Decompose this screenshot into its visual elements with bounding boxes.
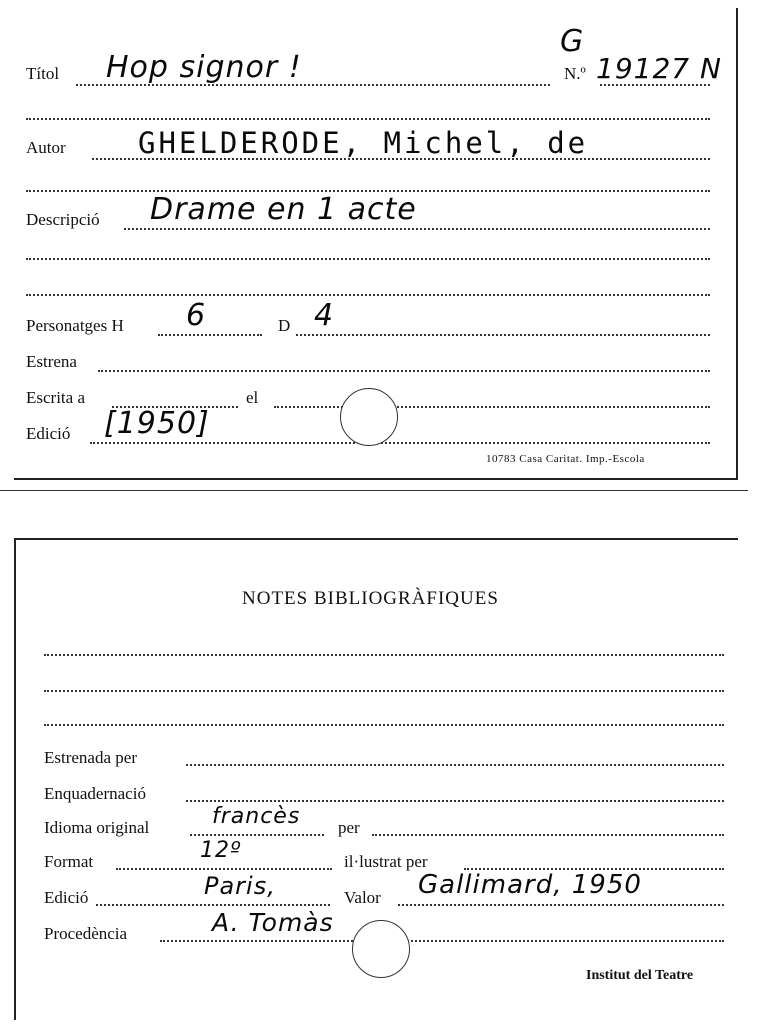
format-value: 12º xyxy=(200,838,242,863)
idioma-label: Idioma original xyxy=(44,818,150,837)
edicio-line xyxy=(90,442,710,444)
per-label: per xyxy=(338,818,360,837)
personatges-label: Personatges H xyxy=(26,316,124,335)
blank-line xyxy=(44,724,724,726)
valor-label: Valor xyxy=(344,888,381,907)
personatges-d-label: D xyxy=(278,316,291,335)
blank-line xyxy=(26,294,710,296)
binding-hole xyxy=(340,388,398,446)
personatges-d-value: 4 xyxy=(314,298,335,333)
notes-heading: NOTES BIBLIOGRÀFIQUES xyxy=(242,588,499,609)
descripcio-value: Drame en 1 acte xyxy=(150,192,417,227)
autor-label: Autor xyxy=(26,138,66,157)
estrenada-label: Estrenada per xyxy=(44,748,137,767)
edicio-label: Edició xyxy=(26,424,71,443)
corner-mark: G xyxy=(560,24,585,59)
blank-line xyxy=(26,118,710,120)
card-edge xyxy=(0,490,748,491)
descripcio-line xyxy=(124,228,710,230)
titol-value: Hop signor ! xyxy=(106,50,302,85)
el-label: el xyxy=(246,388,259,407)
escrita-label: Escrita a xyxy=(26,388,85,407)
estrenada-line xyxy=(186,764,724,766)
format-label: Format xyxy=(44,852,94,871)
per-line xyxy=(372,834,724,836)
autor-value: GHELDERODE, Michel, de xyxy=(138,126,589,160)
edicio-back-line xyxy=(96,904,330,906)
enquadernacio-label: Enquadernació xyxy=(44,784,146,803)
personatges-h-line xyxy=(158,334,262,336)
procedencia-line xyxy=(160,940,724,942)
titol-label: Títol xyxy=(26,64,60,83)
numero-value: 19127 N xyxy=(596,52,722,85)
el-line xyxy=(274,406,710,408)
edicio-back-label: Edició xyxy=(44,888,89,907)
binding-hole xyxy=(352,920,410,978)
idioma-value: francès xyxy=(212,804,301,829)
numero-label: N.º xyxy=(564,64,586,83)
valor-value: Gallimard, 1950 xyxy=(418,870,642,900)
descripcio-label: Descripció xyxy=(26,210,100,229)
personatges-h-value: 6 xyxy=(186,298,207,333)
enquadernacio-line xyxy=(186,800,724,802)
blank-line xyxy=(44,690,724,692)
valor-line xyxy=(398,904,724,906)
personatges-d-line xyxy=(296,334,710,336)
format-line xyxy=(116,868,332,870)
illustrat-label: il·lustrat per xyxy=(344,852,428,871)
institution-imprint: Institut del Teatre xyxy=(586,968,694,983)
procedencia-label: Procedència xyxy=(44,924,128,943)
printer-imprint: 10783 Casa Caritat. Imp.-Escola xyxy=(486,453,645,465)
procedencia-value: A. Tomàs xyxy=(212,908,334,937)
edicio-value: [1950] xyxy=(104,406,210,441)
idioma-line xyxy=(190,834,324,836)
blank-line xyxy=(44,654,724,656)
edicio-back-value: Paris, xyxy=(204,872,276,900)
blank-line xyxy=(26,258,710,260)
estrena-line xyxy=(98,370,710,372)
estrena-label: Estrena xyxy=(26,352,77,371)
